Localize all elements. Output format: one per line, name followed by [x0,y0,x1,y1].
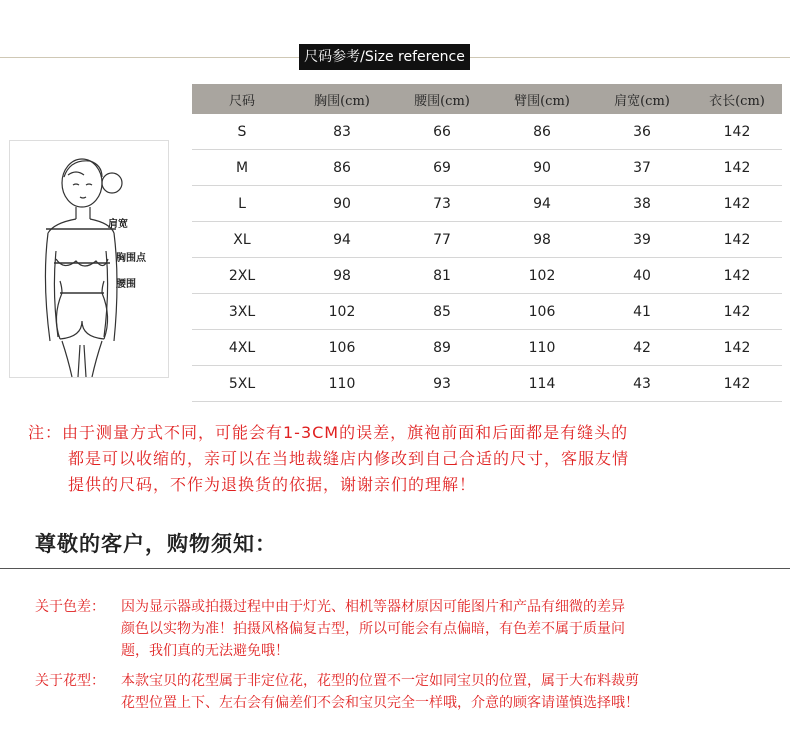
cell-length: 142 [723,195,751,212]
note-line: 提供的尺码，不作为退换货的依据，谢谢亲们的理解！ [68,475,477,494]
bust-label: 胸围点 [116,253,146,264]
cell-arm: 98 [533,231,551,248]
note-line: 都是可以收缩的，亲可以在当地裁缝店内修改到自己合适的尺寸，客服友情 [68,449,630,468]
header-size: 尺码 [228,93,255,109]
table-row [192,258,782,294]
header-waist: 腰围(cm) [414,93,470,109]
cell-waist: 81 [433,267,451,284]
table-row [192,222,782,258]
table-row [192,366,782,402]
pattern-label: 关于花型： [35,673,105,689]
cell-length: 142 [723,375,751,392]
cell-shoulder: 43 [633,375,651,392]
body-measurement-figure [9,140,169,378]
color-diff-line: 题，我们真的无法避免哦！ [121,643,289,659]
cell-shoulder: 42 [633,339,651,356]
cell-size: XL [233,231,251,248]
cell-size: 4XL [228,339,256,356]
cell-size: 3XL [228,303,256,320]
cell-size: S [237,123,247,140]
table-header [192,84,782,114]
cell-shoulder: 40 [633,267,651,284]
size-table [192,84,782,402]
cell-shoulder: 39 [633,231,651,248]
cell-shoulder: 36 [633,123,651,140]
cell-shoulder: 38 [633,195,651,212]
shoulder-label: 肩宽 [108,219,128,230]
table-row [192,150,782,186]
cell-waist: 89 [433,339,451,356]
cell-arm: 114 [528,375,556,392]
notice-title: 尊敬的客户，购物须知： [35,531,277,556]
color-diff-label: 关于色差： [35,599,105,615]
cell-waist: 69 [433,159,451,176]
cell-size: 5XL [228,375,256,392]
cell-arm: 106 [528,303,556,320]
pattern-line: 本款宝贝的花型属于非定位花，花型的位置不一定如同宝贝的位置，属于大布料裁剪 [121,673,639,689]
cell-shoulder: 41 [633,303,651,320]
cell-bust: 90 [333,195,351,212]
header-arm: 臂围(cm) [514,93,570,109]
cell-arm: 86 [533,123,551,140]
cell-length: 142 [723,231,751,248]
color-diff-line: 颜色以实物为准！拍摄风格偏复古型，所以可能会有点偏暗，有色差不属于质量问 [121,621,625,637]
cell-bust: 110 [328,375,356,392]
pattern-line: 花型位置上下、左右会有偏差们不会和宝贝完全一样哦，介意的顾客请谨慎选择哦！ [121,695,639,711]
cell-size: 2XL [228,267,256,284]
cell-shoulder: 37 [633,159,651,176]
cell-length: 142 [723,267,751,284]
cell-length: 142 [723,159,751,176]
cell-bust: 86 [333,159,351,176]
cell-arm: 94 [533,195,551,212]
pattern-notice [35,670,639,714]
notice-divider [0,568,790,569]
cell-length: 142 [723,303,751,320]
cell-waist: 93 [433,375,451,392]
cell-waist: 66 [433,123,451,140]
cell-waist: 73 [433,195,451,212]
table-row [192,186,782,222]
header-bust: 胸围(cm) [314,93,370,109]
color-diff-line: 因为显示器或拍摄过程中由于灯光、相机等器材原因可能图片和产品有细微的差异 [121,599,625,615]
cell-waist: 85 [433,303,451,320]
cell-bust: 98 [333,267,351,284]
table-row [192,114,782,150]
size-reference-title: 尺码参考/Size reference [299,44,470,70]
waist-label: 腰围 [116,279,136,290]
cell-bust: 102 [328,303,356,320]
table-row [192,330,782,366]
cell-arm: 102 [528,267,556,284]
cell-bust: 106 [328,339,356,356]
cell-arm: 110 [528,339,556,356]
cell-arm: 90 [533,159,551,176]
note-line: 注：由于测量方式不同，可能会有1-3CM的误差，旗袍前面和后面都是有缝头的 [28,423,629,442]
table-row [192,294,782,330]
cell-length: 142 [723,123,751,140]
cell-length: 142 [723,339,751,356]
header-length: 衣长(cm) [709,93,765,109]
color-difference-notice [35,596,625,662]
cell-size: L [238,195,246,212]
cell-waist: 77 [433,231,451,248]
cell-bust: 83 [333,123,351,140]
cell-size: M [235,159,249,176]
header-shoulder: 肩宽(cm) [614,93,670,109]
measurement-note [28,420,768,498]
cell-bust: 94 [333,231,351,248]
